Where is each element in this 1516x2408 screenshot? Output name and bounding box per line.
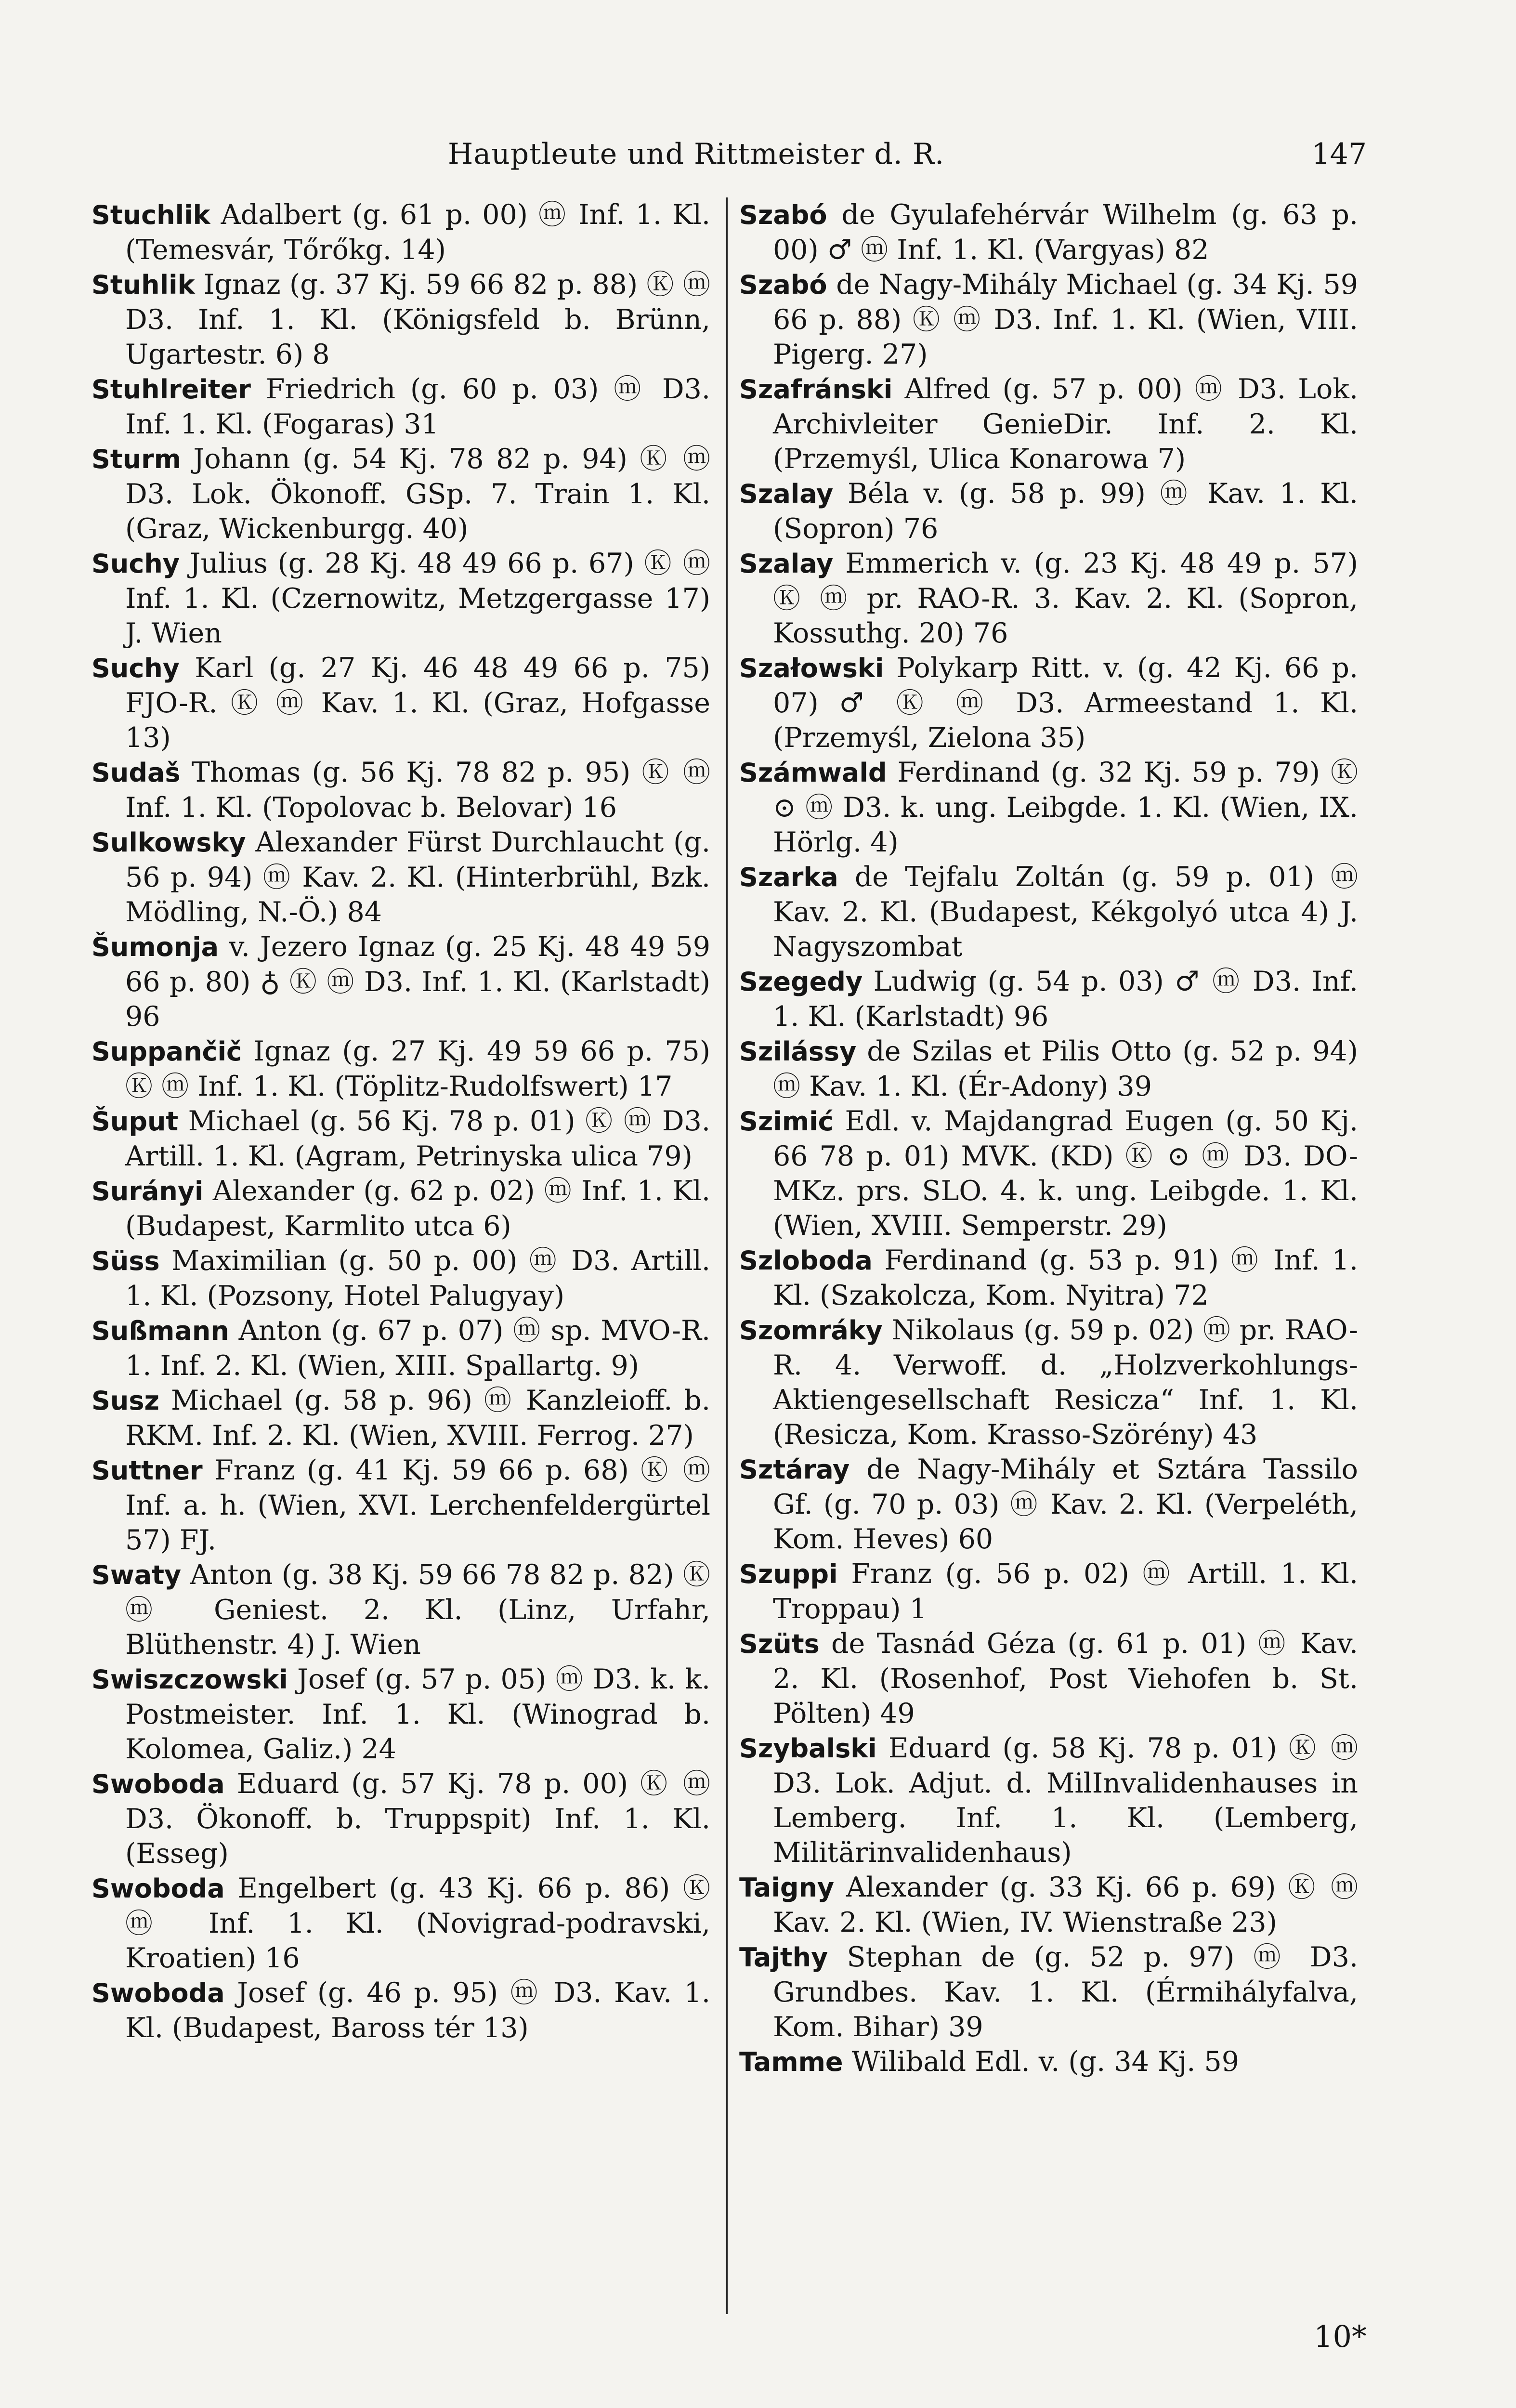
- entry-details: Julius (g. 28 Kj. 48 49 66 p. 67) Ⓚ ⓜ Inf. 1. Kl. (Czernowitz, Metzgergasse 17) J. Wien: [125, 548, 710, 649]
- page-number: 147: [1311, 137, 1367, 171]
- entry-details: Alexander (g. 62 p. 02) ⓜ Inf. 1. Kl. (Budapest, Karmlito utca 6): [125, 1175, 710, 1242]
- entry-details: Nikolaus (g. 59 p. 02) ⓜ pr. RAO-R. 4. Verwoff. d. „Holzverkohlungs-Aktiengesellschaft Resicza“ Inf. 1. Kl. (Resicza, Kom. Krasso-Szörény) 43: [773, 1314, 1358, 1451]
- entry-details: de Szilas et Pilis Otto (g. 52 p. 94) ⓜ Kav. 1. Kl. (Ér-Adony) 39: [773, 1035, 1359, 1102]
- directory-entry: [739, 1452, 1358, 1557]
- entry-surname: Suchy: [91, 653, 180, 683]
- entry-surname: Szimić: [739, 1106, 834, 1137]
- directory-entry: [91, 1767, 710, 1871]
- entry-details: de Gyulafehérvár Wilhelm (g. 63 p. 00) ♂ ⓜ Inf. 1. Kl. (Vargyas) 82: [773, 199, 1359, 266]
- entry-details: Josef (g. 57 p. 05) ⓜ D3. k. k. Postmeister. Inf. 1. Kl. (Winograd b. Kolomea, Galiz.) 24: [125, 1663, 710, 1765]
- entry-details: Johann (g. 54 Kj. 78 82 p. 94) Ⓚ ⓜ D3. Lok. Ökonoff. GSp. 7. Train 1. Kl. (Graz, Wickenburgg. 40): [125, 443, 710, 545]
- directory-entry: [91, 1662, 710, 1767]
- entry-surname: Szafránski: [739, 374, 893, 405]
- entry-details: Eduard (g. 58 Kj. 78 p. 01) Ⓚ ⓜ D3. Lok. Adjut. d. MilInvalidenhauses in Lemberg. Inf. 1. Kl. (Lemberg, Militärinvalidenhaus): [773, 1732, 1358, 1869]
- entry-surname: Suchy: [91, 549, 180, 579]
- directory-entry: [91, 1104, 710, 1174]
- column-divider: [726, 197, 728, 2314]
- entry-details: Friedrich (g. 60 p. 03) ⓜ D3. Inf. 1. Kl. (Fogaras) 31: [125, 373, 710, 440]
- entry-surname: Szałowski: [739, 653, 884, 683]
- entry-surname: Stuhlreiter: [91, 374, 251, 405]
- entry-details: de Tejfalu Zoltán (g. 59 p. 01) ⓜ Kav. 2. Kl. (Budapest, Kékgolyó utca 4) J. Nagyszombat: [773, 861, 1358, 963]
- entry-details: v. Jezero Ignaz (g. 25 Kj. 48 49 59 66 p. 80) ♁ Ⓚ ⓜ D3. Inf. 1. Kl. (Karlstadt) 96: [125, 931, 710, 1033]
- directory-entry: [739, 1243, 1358, 1313]
- entry-details: Michael (g. 58 p. 96) ⓜ Kanzleioff. b. RKM. Inf. 2. Kl. (Wien, XVIII. Ferrog. 27): [125, 1385, 710, 1452]
- entry-details: Anton (g. 67 p. 07) ⓜ sp. MVO-R. 1. Inf. 2. Kl. (Wien, XIII. Spallartg. 9): [125, 1315, 710, 1382]
- directory-entry: [739, 1870, 1358, 1940]
- entry-surname: Számwald: [739, 758, 887, 788]
- entry-details: Anton (g. 38 Kj. 59 66 78 82 p. 82) Ⓚ ⓜ Geniest. 2. Kl. (Linz, Urfahr, Blüthenstr. 4) J. Wien: [125, 1559, 710, 1661]
- entry-surname: Stuhlik: [91, 270, 195, 300]
- directory-entry: [739, 546, 1358, 651]
- directory-entry: [91, 1313, 710, 1383]
- entry-surname: Sußmann: [91, 1316, 229, 1346]
- entry-surname: Susz: [91, 1386, 159, 1416]
- directory-entry: [739, 1557, 1358, 1626]
- directory-entry: [91, 267, 710, 372]
- directory-entry: [91, 372, 710, 442]
- entry-surname: Szloboda: [739, 1245, 873, 1276]
- entry-details: Béla v. (g. 58 p. 99) ⓜ Kav. 1. Kl. (Sopron) 76: [773, 478, 1358, 545]
- entry-details: Franz (g. 41 Kj. 59 66 p. 68) Ⓚ ⓜ Inf. a. h. (Wien, XVI. Lerchenfeldergürtel 57) FJ.: [125, 1454, 710, 1556]
- left-column: [91, 197, 710, 2045]
- directory-entry: [739, 1731, 1358, 1870]
- entry-surname: Stuchlik: [91, 200, 210, 230]
- entry-details: Engelbert (g. 43 Kj. 66 p. 86) Ⓚ ⓜ Inf. 1. Kl. (Novigrad-podravski, Kroatien) 16: [125, 1872, 710, 1974]
- directory-entry: [91, 1383, 710, 1453]
- directory-entry: [91, 546, 710, 651]
- directory-entry: [739, 860, 1358, 964]
- directory-entry: [91, 1976, 710, 2045]
- directory-entry: [91, 1871, 710, 1976]
- entry-surname: Sztáray: [739, 1454, 850, 1485]
- directory-entry: [91, 1034, 710, 1104]
- directory-entry: [739, 1104, 1358, 1243]
- right-column: [739, 197, 1358, 2080]
- entry-surname: Tamme: [739, 2047, 843, 2077]
- entry-surname: Süss: [91, 1246, 160, 1276]
- directory-entry: [91, 929, 710, 1034]
- directory-entry: [739, 1626, 1358, 1731]
- entry-surname: Szalay: [739, 549, 834, 579]
- entry-surname: Tajthy: [739, 1942, 828, 1973]
- directory-entry: [91, 825, 710, 929]
- entry-details: Ludwig (g. 54 p. 03) ♂ ⓜ D3. Inf. 1. Kl. (Karlstadt) 96: [773, 966, 1358, 1033]
- directory-entry: [739, 1034, 1358, 1104]
- entry-details: Polykarp Ritt. v. (g. 42 Kj. 66 p. 07) ♂ Ⓚ ⓜ D3. Armeestand 1. Kl. (Przemyśl, Zielona 35): [773, 652, 1358, 754]
- entry-details: Emmerich v. (g. 23 Kj. 48 49 p. 57) Ⓚ ⓜ pr. RAO-R. 3. Kav. 2. Kl. (Sopron, Kossuthg. 20) 76: [773, 548, 1358, 649]
- entry-surname: Swiszczowski: [91, 1664, 288, 1695]
- entry-details: Josef (g. 46 p. 95) ⓜ D3. Kav. 1. Kl. (Budapest, Baross tér 13): [125, 1977, 710, 2044]
- entry-surname: Szegedy: [739, 967, 863, 997]
- directory-entry: [739, 372, 1358, 476]
- entry-details: Alexander (g. 33 Kj. 66 p. 69) Ⓚ ⓜ Kav. 2. Kl. (Wien, IV. Wienstraße 23): [773, 1871, 1358, 1938]
- entry-surname: Szabó: [739, 200, 827, 230]
- entry-details: Karl (g. 27 Kj. 46 48 49 66 p. 75) FJO-R. Ⓚ ⓜ Kav. 1. Kl. (Graz, Hofgasse 13): [125, 652, 711, 754]
- entry-details: de Nagy-Mihály et Sztára Tassilo Gf. (g. 70 p. 03) ⓜ Kav. 2. Kl. (Verpeléth, Kom. Heves) 60: [773, 1453, 1358, 1555]
- entry-surname: Szomráky: [739, 1315, 883, 1346]
- entry-details: Eduard (g. 57 Kj. 78 p. 00) Ⓚ ⓜ D3. Ökonoff. b. Truppspit) Inf. 1. Kl. (Esseg): [125, 1768, 710, 1870]
- directory-entry: [739, 1313, 1358, 1452]
- entry-surname: Szilássy: [739, 1036, 857, 1067]
- entry-surname: Suppančič: [91, 1036, 242, 1067]
- entry-surname: Swoboda: [91, 1978, 225, 2008]
- directory-entry: [91, 1174, 710, 1243]
- entry-details: Wilibald Edl. v. (g. 34 Kj. 59: [851, 2046, 1240, 2078]
- entry-surname: Šuput: [91, 1106, 179, 1137]
- entry-surname: Sturm: [91, 444, 182, 474]
- entry-details: Alexander Fürst Durchlaucht (g. 56 p. 94) ⓜ Kav. 2. Kl. (Hinterbrühl, Bzk. Mödling, N.-Ö.) 84: [125, 826, 710, 928]
- entry-surname: Szüts: [739, 1629, 820, 1659]
- entry-details: Alfred (g. 57 p. 00) ⓜ D3. Lok. Archivleiter GenieDir. Inf. 2. Kl. (Przemyśl, Ulica Konarowa 7): [773, 373, 1359, 475]
- entry-details: de Nagy-Mihály Michael (g. 34 Kj. 59 66 p. 88) Ⓚ ⓜ D3. Inf. 1. Kl. (Wien, VIII. Pigerg. 27): [773, 269, 1358, 370]
- entry-details: de Tasnád Géza (g. 61 p. 01) ⓜ Kav. 2. Kl. (Rosenhof, Post Viehofen b. St. Pölten) 49: [773, 1628, 1358, 1729]
- entry-surname: Swaty: [91, 1560, 182, 1590]
- directory-entry: [91, 442, 710, 546]
- directory-entry: [91, 1453, 710, 1557]
- entry-surname: Szabó: [739, 270, 827, 300]
- directory-entry: [91, 197, 710, 267]
- running-head: Hauptleute und Rittmeister d. R.: [448, 137, 945, 171]
- entry-details: Stephan de (g. 52 p. 97) ⓜ D3. Grundbes. Kav. 1. Kl. (Érmihályfalva, Kom. Bihar) 39: [773, 1941, 1358, 2043]
- printer-signature: 10*: [1314, 2319, 1367, 2354]
- entry-surname: Sudaš: [91, 758, 181, 788]
- entry-surname: Taigny: [739, 1872, 835, 1903]
- entry-surname: Surányi: [91, 1176, 204, 1206]
- entry-details: Michael (g. 56 Kj. 78 p. 01) Ⓚ ⓜ D3. Artill. 1. Kl. (Agram, Petrinyska ulica 79): [125, 1105, 710, 1172]
- directory-entry: [91, 755, 710, 825]
- directory-entry: [739, 755, 1358, 860]
- entry-surname: Szalay: [739, 479, 834, 509]
- entry-surname: Swoboda: [91, 1873, 225, 1904]
- entry-details: Maximilian (g. 50 p. 00) ⓜ D3. Artill. 1. Kl. (Pozsony, Hotel Palugyay): [125, 1245, 710, 1312]
- directory-entry: [739, 476, 1358, 546]
- directory-entry: [739, 651, 1358, 755]
- entry-surname: Szuppi: [739, 1559, 838, 1589]
- directory-entry: [91, 1243, 710, 1313]
- entry-surname: Swoboda: [91, 1769, 225, 1799]
- entry-surname: Suttner: [91, 1455, 203, 1486]
- entry-details: Thomas (g. 56 Kj. 78 82 p. 95) Ⓚ ⓜ Inf. 1. Kl. (Topolovac b. Belovar) 16: [125, 757, 710, 824]
- entry-details: Ferdinand (g. 32 Kj. 59 p. 79) Ⓚ ⊙ ⓜ D3. k. ung. Leibgde. 1. Kl. (Wien, IX. Hörlg. 4): [773, 757, 1358, 858]
- directory-entry: [739, 2044, 1358, 2080]
- entry-surname: Szarka: [739, 862, 838, 892]
- entry-details: Ferdinand (g. 53 p. 91) ⓜ Inf. 1. Kl. (Szakolcza, Kom. Nyitra) 72: [773, 1244, 1358, 1311]
- directory-entry: [91, 651, 710, 755]
- directory-entry: [739, 1940, 1358, 2044]
- entry-details: Ignaz (g. 37 Kj. 59 66 82 p. 88) Ⓚ ⓜ D3. Inf. 1. Kl. (Königsfeld b. Brünn, Ugartestr. 6) 8: [125, 269, 710, 370]
- directory-entry: [739, 197, 1358, 267]
- entry-surname: Šumonja: [91, 932, 219, 962]
- entry-surname: Szybalski: [739, 1733, 877, 1764]
- entry-details: Ignaz (g. 27 Kj. 49 59 66 p. 75) Ⓚ ⓜ Inf. 1. Kl. (Töplitz-Rudolfswert) 17: [125, 1035, 710, 1102]
- directory-entry: [739, 267, 1358, 372]
- entry-details: Edl. v. Majdangrad Eugen (g. 50 Kj. 66 78 p. 01) MVK. (KD) Ⓚ ⊙ ⓜ D3. DO-MKz. prs. SLO. 4. k. ung. Leibgde. 1. Kl. (Wien, XVIII. Semperstr. 29): [773, 1105, 1358, 1242]
- directory-entry: [739, 964, 1358, 1034]
- entry-details: Franz (g. 56 p. 02) ⓜ Artill. 1. Kl. Troppau) 1: [773, 1558, 1358, 1625]
- directory-entry: [91, 1557, 710, 1662]
- entry-details: Adalbert (g. 61 p. 00) ⓜ Inf. 1. Kl. (Temesvár, Tőrőkg. 14): [125, 199, 710, 266]
- entry-surname: Sulkowsky: [91, 827, 246, 858]
